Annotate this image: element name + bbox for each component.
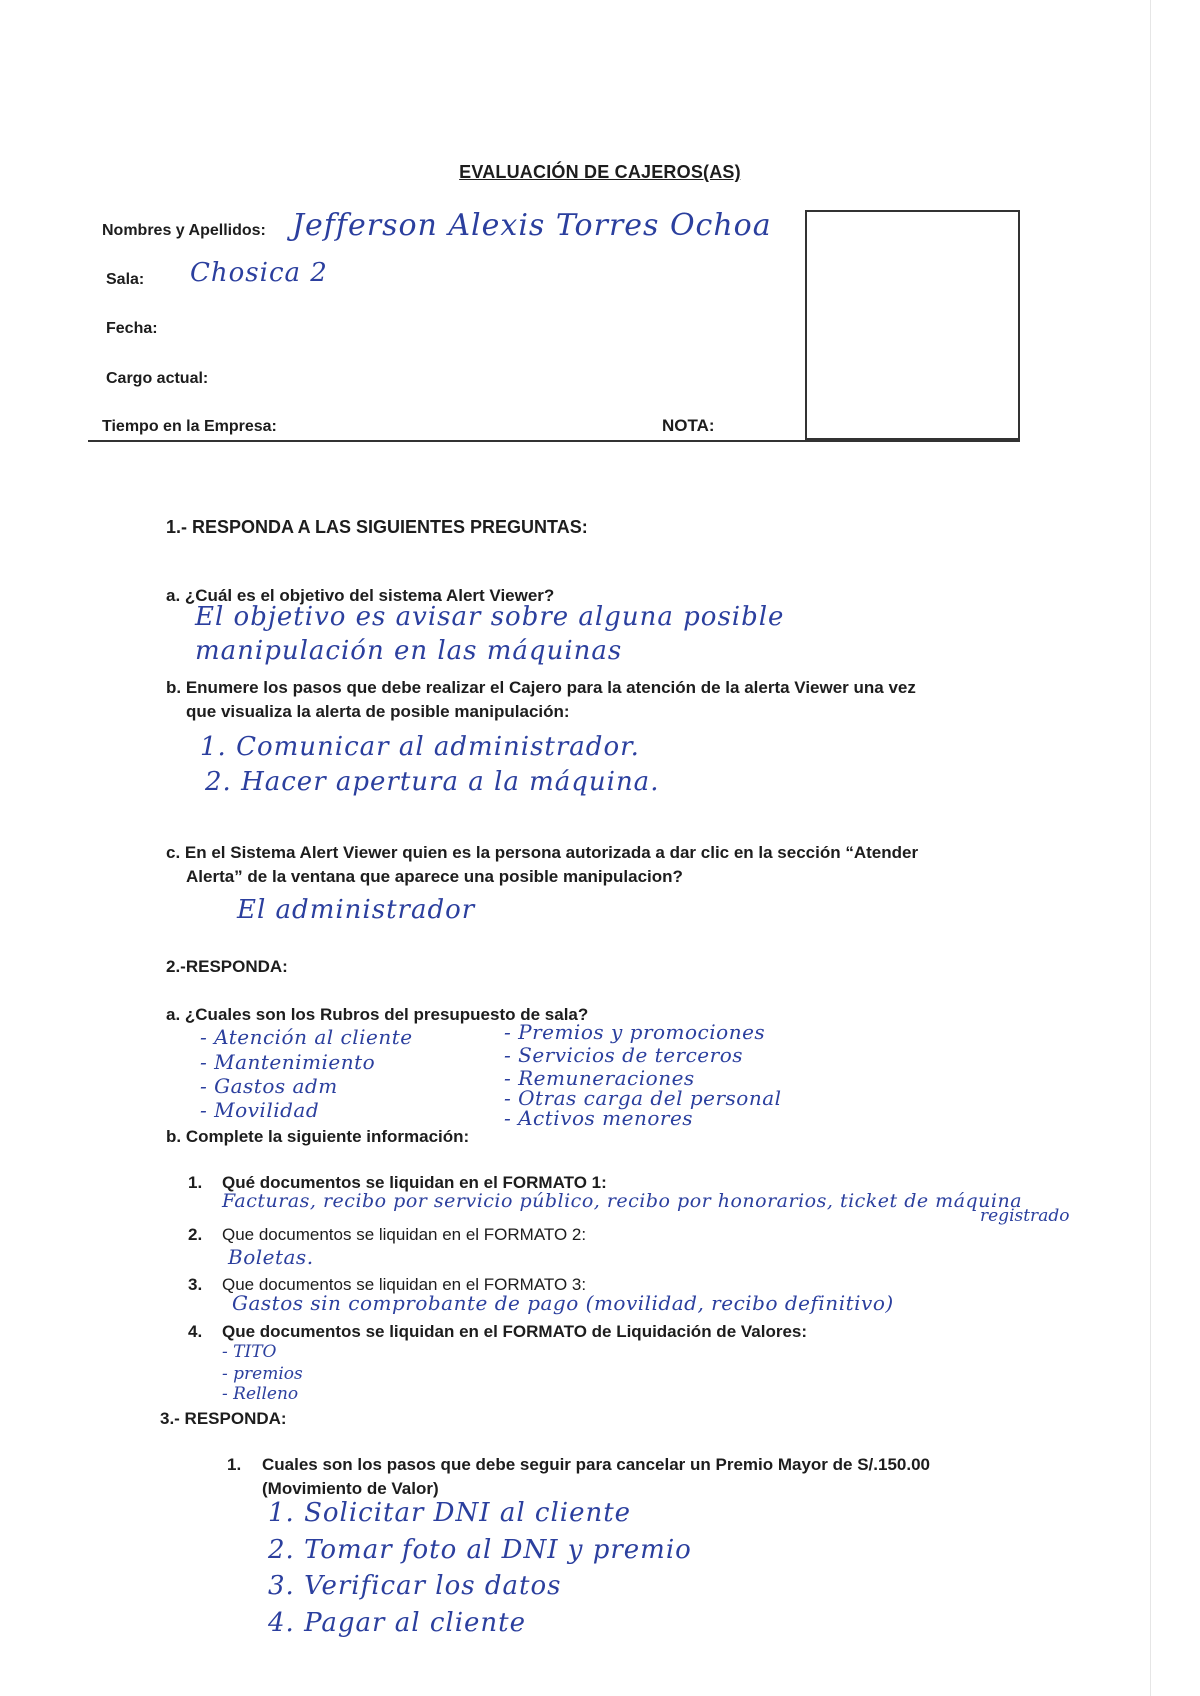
item-number: 4. (188, 1322, 203, 1341)
q1b-answer-line1: 1. Comunicar al administrador. (200, 732, 640, 762)
q1b-question-line2: que visualiza la alerta de posible manipulación: (186, 702, 570, 721)
rubro-left-item: - Mantenimiento (200, 1050, 376, 1074)
section2-heading: 2.-RESPONDA: (166, 957, 288, 976)
rubro-left-item: - Atención al cliente (200, 1025, 413, 1049)
nombres-label: Nombres y Apellidos: (102, 222, 266, 239)
rubro-right-item: - Premios y promociones (504, 1020, 766, 1044)
section1-heading: 1.- RESPONDA A LAS SIGUIENTES PREGUNTAS: (166, 517, 588, 537)
item-answer-list-entry: - TITO (222, 1342, 277, 1362)
cargo-label: Cargo actual: (106, 370, 209, 387)
q1a-answer-line1: El objetivo es avisar sobre alguna posible (195, 602, 785, 632)
q3-question-line1: Cuales son los pasos que debe seguir para cancelar un Premio Mayor de S/.150.00 (262, 1455, 930, 1474)
sala-value: Chosica 2 (190, 258, 328, 288)
item-answer-list-entry: - Relleno (222, 1384, 299, 1404)
rubro-right-item: - Servicios de terceros (504, 1043, 743, 1067)
item-answer: Gastos sin comprobante de pago (movilidad, recibo definitivo) (232, 1291, 894, 1315)
nombres-value: Jefferson Alexis Torres Ochoa (292, 208, 772, 243)
item-question: Que documentos se liquidan en el FORMATO de Liquidación de Valores: (222, 1322, 808, 1341)
sala-label: Sala: (106, 271, 145, 288)
tiempo-label: Tiempo en la Empresa: (102, 418, 277, 435)
q1c-question-line2: Alerta” de la ventana que aparece una posible manipulacion? (186, 867, 683, 886)
q3-answer-step: 4. Pagar al cliente (268, 1608, 526, 1638)
item-number: 2. (188, 1225, 203, 1244)
q1c-answer: El administrador (237, 895, 476, 925)
item-answer: Facturas, recibo por servicio público, recibo por honorarios, ticket de máquina (222, 1190, 1023, 1212)
q3-answer-step: 2. Tomar foto al DNI y premio (268, 1535, 692, 1565)
fecha-label: Fecha: (106, 320, 158, 337)
q2a-question: a. ¿Cuales son los Rubros del presupuesto de sala? (166, 1005, 589, 1024)
q1a-answer-line2: manipulación en las máquinas (195, 636, 623, 666)
rubro-left-item: - Gastos adm (200, 1074, 338, 1098)
q1b-answer-line2: 2. Hacer apertura a la máquina. (205, 767, 660, 797)
q3-question-line2: (Movimiento de Valor) (262, 1479, 439, 1498)
q1a-question: a. ¿Cuál es el objetivo del sistema Alert Viewer? (166, 586, 555, 605)
rubro-right-item: - Activos menores (504, 1106, 694, 1130)
item-number: 1. (188, 1173, 203, 1192)
page-title: EVALUACIÓN DE CAJEROS(AS) (459, 162, 741, 182)
q1c-question-line1: c. En el Sistema Alert Viewer quien es la persona autorizada a dar clic en la sección “Atender (166, 843, 919, 862)
q1b-question-line1: b. Enumere los pasos que debe realizar el Cajero para la atención de la alerta Viewer una vez (166, 678, 916, 697)
rubro-left-item: - Movilidad (200, 1098, 320, 1122)
item-question: Que documentos se liquidan en el FORMATO 3: (222, 1275, 587, 1294)
item-answer-continuation: registrado (980, 1206, 1070, 1226)
item-number: 3. (188, 1275, 203, 1294)
header-divider (88, 440, 1020, 442)
item-answer: Boletas. (228, 1245, 314, 1269)
q3-answer-step: 1. Solicitar DNI al cliente (268, 1498, 632, 1528)
rubro-right-item: - Otras carga del personal (504, 1086, 782, 1110)
nota-label: NOTA: (662, 416, 715, 435)
item-answer-list-entry: - premios (222, 1364, 303, 1384)
item-question: Que documentos se liquidan en el FORMATO 2: (222, 1225, 587, 1244)
q3-answer-step: 3. Verificar los datos (268, 1571, 562, 1601)
section3-heading: 3.- RESPONDA: (160, 1409, 287, 1428)
rubro-right-item: - Remuneraciones (504, 1066, 695, 1090)
item-question: Qué documentos se liquidan en el FORMATO 1: (222, 1173, 607, 1192)
scan-edge-line (1150, 0, 1151, 1696)
photo-box (805, 210, 1020, 440)
q2b-heading: b. Complete la siguiente información: (166, 1127, 470, 1146)
q3-number: 1. (227, 1455, 242, 1474)
